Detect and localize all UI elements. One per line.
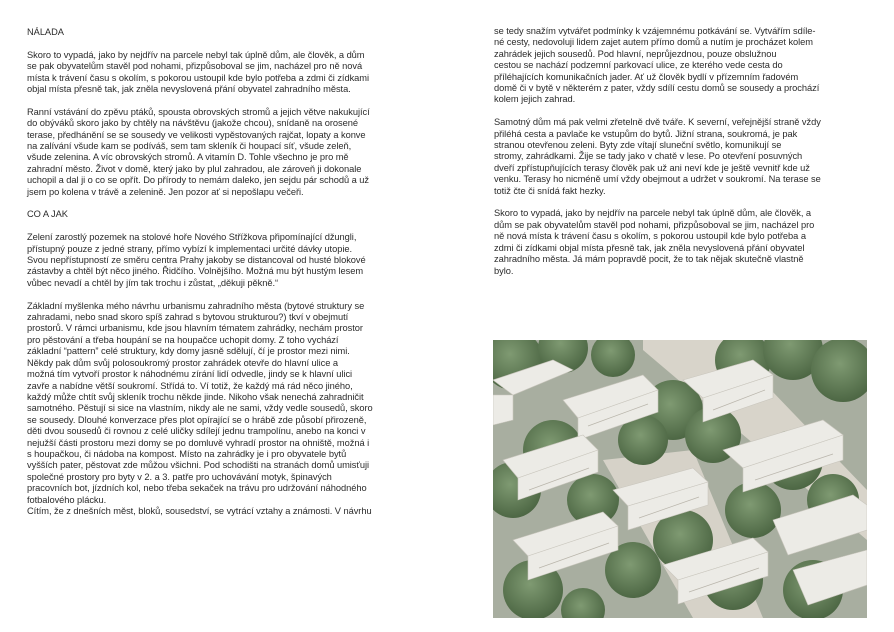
- section-heading-nalada: NÁLADA: [27, 27, 64, 37]
- render-illustration: [493, 340, 867, 618]
- paragraph: Samotný dům má pak velmi zřetelně dvě tváře. K severní, veřejnější straně vždy přiléhá cesta a pavlače ke vstupům do bytů. Jižní strana, soukromá, je pak stranou otevřenou zeleni. Byty zde vítají sluneční světlo, komunikují se stromy, zahrádkami. Žije se tady jako v chatě v lese. Po otevření posuvných dveří zpřístupňujících terasy člověk pak už ani neví kde je ještě vevnitř kde už venku. Terasy ho nicméně umí vždy obejmout a udržet v soukromí. Na terase se totiž čte či snídá fakt hezky.: [494, 117, 821, 196]
- aerial-housing-render: [493, 340, 867, 618]
- right-text-column: [494, 26, 852, 288]
- paragraph: Zelení zarostlý pozemek na stolové hoře Nového Střížkova připomínající džungli, přístupný pouze z jedné strany, přímo vybízí k implementaci určité dávky utopie. Svou nepřístupností ze směru centra Prahy jakoby se distancoval od husté blokové zástavby a chtěl být něco jiného. Řidčího. Volnějšího. Možná mu být hustým lesem vůbec nevadí a chtěl by jím tak trochu i zůstat, „děkuji pěkně.“: [27, 232, 366, 288]
- section-heading-co-a-jak: CO A JAK: [27, 209, 68, 220]
- paragraph: Ranní vstávání do zpěvu ptáků, spousta obrovských stromů a jejich větve nakukující do obýváků skoro jako by chtěly na návštěvu (jakože chcou), snídaně na orosené terase, předhánění se se sousedy ve velikosti vypěstovaných rajčat, lopaty a konve na zalívání všude kam se podíváš, sem tam skleník či houpací síť, všude zeleň, všude zelenina. A víc obrovských stromů. A vitamín D. Tohle všechno je pro mě zahradní město. Život v domě, který jako by plul zahradou, ale zároveň ji dokonale uchopil a dal ji o co se opřít. Do přírody to nemám daleko, jen sejdu pár schodů a už jsem po kolena v trávě a zelenině. Jen pozor ať si nepošlapu večeři.: [27, 106, 370, 197]
- paragraph: Základní myšlenka mého návrhu urbanismu zahradního města (bytové struktury se zahradami, nebo snad skoro spíš zahrad s bytovou strukturou?) tkví v obejmutí prostorů. V rámci urbanismu, kde jsou hlavním tématem zahrádky, nechám prostor pro pěstování a třeba houpání se na houpačce uchopit domy. Z toho vychází základní “pattern” celé struktury, kdy domy jasně sdělují, čí je prostor mezi nimi. Někdy pak dům svůj polosoukromý prostor zahrádek otevře do hlavní ulice a možná tím vytvoří prostor k náhodnému zírání lidí odvedle, jindy se k hlavní ulici zavře a nabídne větší soukromí. Střídá to. Ví totiž, že každý má rád něco jiného, každý může chtít svůj skleník trochu někde jinde. Nikoho však nenechá zahradničit samotného. Pěstují si sice na vlastním, nikdy ale ne sami, vždy vedle sousedů, skoro se sousedy. Dlouhé konverzace přes plot opírající se o hrábě zde působí přirozeně, děti dvou sousedů či rovnou z celé uličky sdílejí jednu trampolínu, anebo na konci v nejužší části prostoru mezi domy se po domluvě vyhradí prostor na ohniště, možná i s houpačkou, či nádoba na kompost. Místo na zahrádky je i pro obyvatele bytů vyšších pater, pěstovat zde můžou všichni. Pod schodišti na stranách domů umisťuji společné prostory pro byty v 2. a 3. patře pro uchovávání motyk, špinavých pracovních bot, jízdních kol, nebo třeba sekaček na trávu pro udržování náhodného fotbalového plácku. Cítím, že z dnešních měst, bloků, sousedství, se vytrácí vztahy a známosti. V návrhu: [27, 300, 373, 516]
- paragraph: Skoro to vypadá, jako by nejdřív na parcele nebyl tak úplně dům, ale člověk, a dům se pak obyvatelům stavěl pod nohami, přizpůsoboval se jim, nacházel pro ně nová místa k trávení času s okolím, s pokorou ustoupil kde bylo potřeba a zdmi či zídkami objal místa přesně tak, jak zněla nevyslovená přání obyvatel zahradního města.: [27, 49, 370, 95]
- paragraph: Skoro to vypadá, jako by nejdřív na parcele nebyl tak úplně dům, ale člověk, a dům se pak obyvatelům stavěl pod nohami, přizpůsoboval se jim, nacházel pro ně nová místa k trávení času s okolím, s pokorou ustoupil kde bylo potřeba a zdmi či zídkami objal místa přesně tak, jak zněla nevyslovená přání obyvatel zahradního města. Já mám popravdě pocit, že to tak nějak skutečně vlastně bylo.: [494, 208, 815, 276]
- left-text-column: [27, 27, 421, 517]
- paragraph: se tedy snažím vytvářet podmínky k vzájemnému potkávání se. Vytvářím sdíle- né cesty, nedovoluji lidem zajet autem přímo domů a nutím je procházet kolem zahrádek jejich sousedů. Pod hlavní, neprůjezdnou, pouze obslužnou cestou se nachází podzemní parkovací ulice, ze kterého vede cesta do příléhajících komunikačních jader. Ať už člověk bydlí v přízemním řadovém domě či v bytě v některém z pater, vždy sdílí cestu domů se sousedy a prochází kolem jejich zahrad.: [494, 26, 820, 105]
